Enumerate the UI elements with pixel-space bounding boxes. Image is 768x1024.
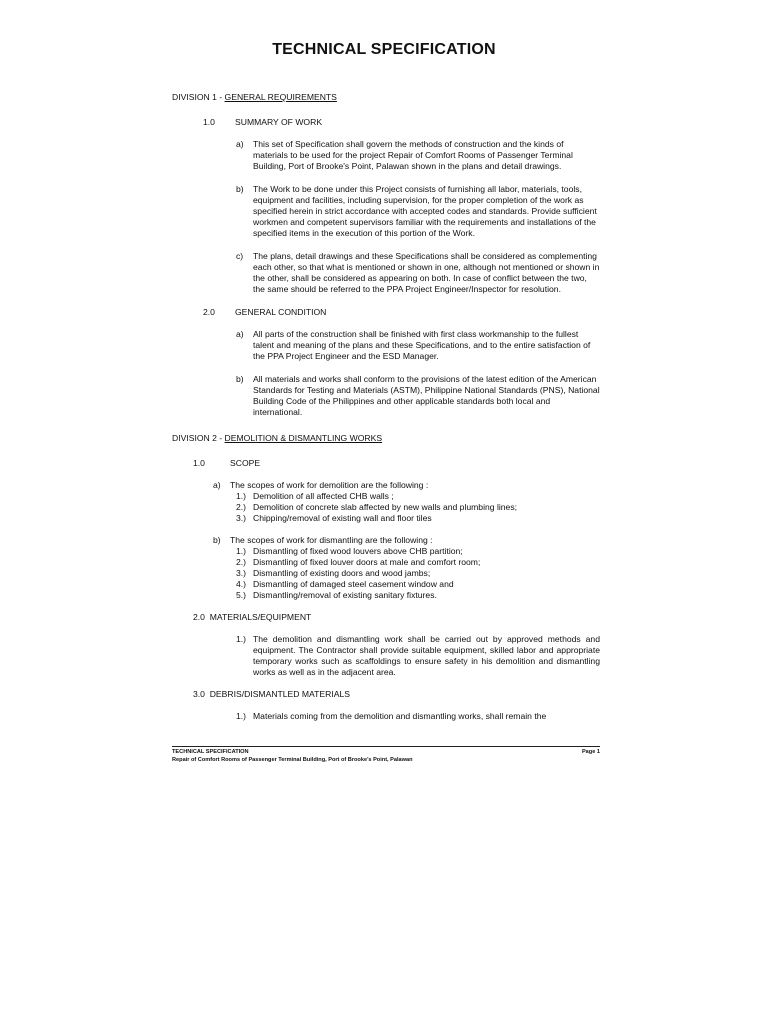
list-number: 3.) <box>236 568 247 578</box>
page-footer <box>172 746 600 764</box>
list-item <box>172 711 600 722</box>
division-2-name: DEMOLITION & DISMANTLING WORKS <box>224 433 383 443</box>
list-number: 2.) <box>236 502 247 512</box>
list-number: 1.) <box>236 634 247 644</box>
item-letter: a) <box>236 139 244 149</box>
list-item <box>236 579 600 590</box>
list-text: Dismantling of fixed wood louvers above CHB partition; <box>253 546 463 556</box>
division-1-prefix: DIVISION 1 - <box>172 92 225 102</box>
list-text: Dismantling of existing doors and wood jambs; <box>253 568 431 578</box>
item-letter: c) <box>236 251 244 261</box>
item-text: The scopes of work for demolition are the following : <box>230 480 429 490</box>
section-title: SUMMARY OF WORK <box>235 117 323 127</box>
list-number: 1.) <box>236 546 247 556</box>
item-text: This set of Specification shall govern the methods of construction and the kinds of materials to be used for the project Repair of Comfort Rooms of Passenger Terminal Building, Port of Brooke's Point, Palawan shown in the plans and detail drawings. <box>253 139 573 171</box>
division-2-prefix: DIVISION 2 - <box>172 433 225 443</box>
footer-top-row <box>172 749 600 757</box>
footer-project-name: Repair of Comfort Rooms of Passenger Terminal Building, Port of Brooke's Point, Palawan <box>172 756 413 763</box>
list-text: Dismantling of damaged steel casement window and <box>253 579 454 589</box>
list-text: Demolition of all affected CHB walls ; <box>253 491 394 501</box>
division-2-heading <box>172 433 600 444</box>
list-number: 1.) <box>236 711 247 721</box>
dismantling-list <box>213 546 600 601</box>
list-item <box>172 634 600 678</box>
section-1-heading <box>172 117 600 128</box>
list-item <box>172 139 600 172</box>
list-number: 1.) <box>236 491 247 501</box>
scope-intro <box>213 535 600 546</box>
item-letter: a) <box>236 329 244 339</box>
item-letter: a) <box>213 480 221 490</box>
section-number: 1.0 <box>193 458 205 468</box>
section-number: 1.0 <box>203 117 215 127</box>
document-body <box>172 92 600 722</box>
list-item <box>172 374 600 418</box>
item-text: The scopes of work for dismantling are the following : <box>230 535 433 545</box>
list-text: Dismantling of fixed louver doors at male and comfort room; <box>253 557 481 567</box>
list-item <box>236 590 600 601</box>
scope-intro <box>213 480 600 491</box>
list-text: Demolition of concrete slab affected by new walls and plumbing lines; <box>253 502 518 512</box>
division-1-heading <box>172 92 600 103</box>
section-scope-heading <box>172 458 600 469</box>
list-item <box>172 184 600 239</box>
list-item <box>236 513 600 524</box>
section-number: 2.0 <box>203 307 215 317</box>
list-item <box>236 491 600 502</box>
section-2-heading <box>172 307 600 318</box>
section-debris-heading: 3.0 DEBRIS/DISMANTLED MATERIALS <box>193 689 350 699</box>
section-title: GENERAL CONDITION <box>235 307 327 317</box>
demolition-list <box>213 491 600 524</box>
division-1-name: GENERAL REQUIREMENTS <box>224 92 337 102</box>
item-text: The Work to be done under this Project consists of furnishing all labor, materials, tools, equipment and facilities, including supervision, for the proper completion of the work as specified herein in strict accordance with accepted codes and standards. Provide sufficient workmen and competent supervisors familiar with the requirements and installations of the specified items in the execution of this portion of the Work. <box>253 184 597 238</box>
item-letter: b) <box>213 535 221 545</box>
list-item <box>236 502 600 513</box>
list-item <box>236 546 600 557</box>
list-text: Dismantling/removal of existing sanitary fixtures. <box>253 590 437 600</box>
item-text: All parts of the construction shall be finished with first class workmanship to the fullest talent and meaning of the plans and these Specifications, and to the entire satisfaction of the PPA Project Engineer and the ESD Manager. <box>253 329 591 361</box>
list-text: Materials coming from the demolition and dismantling works, shall remain the <box>253 711 547 721</box>
item-letter: b) <box>236 374 244 384</box>
item-letter: b) <box>236 184 244 194</box>
list-number: 3.) <box>236 513 247 523</box>
list-item <box>236 568 600 579</box>
scope-dismantling <box>172 535 600 601</box>
section-materials-heading: 2.0 MATERIALS/EQUIPMENT <box>193 612 312 622</box>
item-text: The plans, detail drawings and these Specifications shall be considered as complementing each other, so that what is mentioned or shown in one, although not mentioned or shown in the other, shall be considered as appearing on both. In case of conflict between the two, the same should be referred to the PPA Project Engineer/Inspector for resolution. <box>253 251 600 294</box>
list-text: The demolition and dismantling work shall be carried out by approved methods and equipment. The Contractor shall provide suitable equipment, skilled labor and appropriate temporary works such as scaffoldings to ensure safety in his demolition and dismantling works as well as in the adjacent area. <box>253 634 600 677</box>
list-number: 5.) <box>236 590 247 600</box>
list-item <box>236 557 600 568</box>
list-number: 2.) <box>236 557 247 567</box>
item-text: All materials and works shall conform to the provisions of the latest edition of the American Standards for Testing and Materials (ASTM), Philippine National Standards (PNS), National Building Code of the Philippines and other applicable standards both local and international. <box>253 374 600 417</box>
list-text: Chipping/removal of existing wall and floor tiles <box>253 513 432 523</box>
list-item <box>172 329 600 362</box>
footer-doc-title: TECHNICAL SPECIFICATION <box>172 749 249 755</box>
list-number: 4.) <box>236 579 247 589</box>
list-item <box>172 251 600 295</box>
scope-demolition <box>172 480 600 524</box>
section-title: SCOPE <box>230 458 261 468</box>
document-title: TECHNICAL SPECIFICATION <box>272 41 496 58</box>
page-number: Page 1 <box>581 749 600 755</box>
